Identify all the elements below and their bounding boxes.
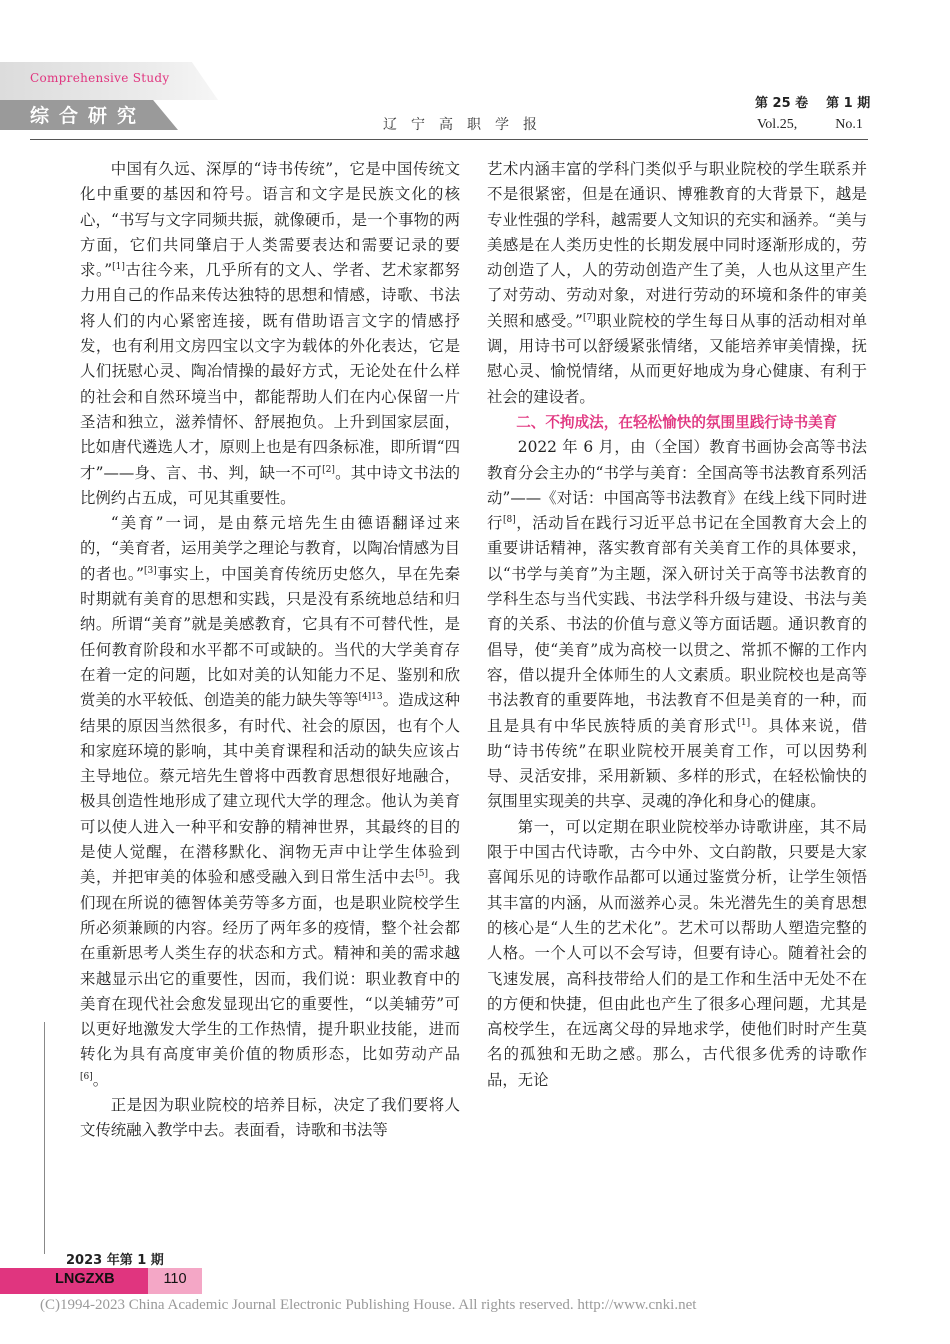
paragraph: 艺术内涵丰富的学科门类似乎与职业院校的学生联系并不是很紧密，但是在通识、博雅教育的大背景下，越是专业性强的学科，越需要人文知识的充实和涵养。“美与美感是在人类历史性的长期发展中同时逐渐形成的，劳动创造了人，人的劳动创造产生了美，人也从这里产生了对劳动、劳动对象，对进行劳动的环境和条件的审美关照和感受。”[7]职业院校的学生每日从事的活动相对单调，用诗书可以舒缓紧张情绪，又能培养审美情操，抚慰心灵、愉悦情绪，从而更好地成为身心健康、有利于社会的建设者。 [487, 160, 867, 406]
header-rule [30, 139, 868, 140]
citation[interactable]: [4]13 [358, 692, 383, 703]
paragraph: 第一，可以定期在职业院校举办诗歌讲座，其不局限于中国古代诗歌，古今中外、文白韵散，只要是大家喜闻乐见的诗歌作品都可以通过鉴赏分析，让学生领悟其丰富的内涵，从而滋养心灵。朱光潜先生的美育思想的核心是“人生的艺术化”。艺术可以帮助人塑造完整的人格。一个人可以不会写诗，但要有诗心。随着社会的飞速发展，高科技带给人们的是工作和生活中无处不在的方便和快捷，但由此也产生了很多心理问题，尤其是高校学生，在远离父母的异地求学，使他们时时产生莫名的孤独和无助之感。那么，古代很多优秀的诗歌作品，无论 [487, 817, 867, 1089]
section-title-cn: 综合研究 [30, 105, 147, 127]
journal-code: LNGZXB [55, 1271, 115, 1287]
issue-date: 2023 年第 1 期 [66, 1253, 164, 1268]
left-column [80, 157, 460, 1144]
volume-en: Vol.25, [757, 117, 798, 132]
section-title-en: Comprehensive Study [30, 71, 170, 85]
journal-title: 辽宁高职学报 [383, 117, 551, 133]
citation[interactable]: [5] [415, 869, 429, 880]
citation[interactable]: [1] [112, 262, 125, 273]
citation[interactable]: [3] [144, 565, 157, 576]
citation[interactable]: [2] [322, 464, 335, 475]
citation[interactable]: [7] [582, 312, 596, 323]
volume-cn: 第 25 卷 [755, 96, 809, 111]
paragraph: 正是因为职业院校的培养目标，决定了我们要将人文传统融入教学中去。表面看，诗歌和书法等 [80, 1095, 460, 1140]
issue-cn: 第 1 期 [826, 96, 871, 111]
page-number: 110 [163, 1271, 187, 1287]
section-heading: 二、不拘成法，在轻松愉快的氛围里践行诗书美育 [516, 413, 838, 431]
right-column [487, 157, 867, 1093]
margin-rule [44, 1022, 45, 1254]
citation[interactable]: [1] [737, 717, 751, 728]
citation[interactable]: [6] [80, 1071, 93, 1082]
citation[interactable]: [8] [502, 515, 516, 526]
copyright-notice: (C)1994-2023 China Academic Journal Electronic Publishing House. All rights reserved. http://www.cnki.net [40, 1297, 697, 1313]
volume-issue-cn [755, 92, 888, 111]
paragraph: 2022 年 6 月，由（全国）教育书画协会高等书法教育分会主办的“书学与美育：全国高等书法教育系列活动”——《对话：中国高等书法教育》在线上线下同时进行[8]，活动旨在践行习近平总书记在全国教育大会上的重要讲话精神，落实教育部有关美育工作的具体要求，以“书学与美育”为主题，深入研讨关于高等书法教育的学科生态与当代实践、书法学科升级与建设、书法与美育的关系、书法的价值与意义等方面话题。通识教育的倡导，使“美育”成为高校一以贯之、常抓不懈的工作内容，借以提升全体师生的人文素质。职业院校也是高等书法教育的重要阵地，书法教育不但是美育的一种，而且是具有中华民族特质的美育形式[1]。具体来说，借助“诗书传统”在职业院校开展美育工作，可以因势利导、灵活安排，采用新颖、多样的形式，在轻松愉快的氛围里实现美的共享、灵魂的净化和身心的健康。 [487, 438, 867, 811]
volume-issue-en [757, 117, 863, 133]
issue-en: No.1 [835, 117, 863, 132]
paragraph: “美育”一词，是由蔡元培先生由德语翻译过来的，“美育者，运用美学之理论与教育，以陶冶情感为目的者也。”[3]事实上，中国美育传统历史悠久，早在先秦时期就有美育的思想和实践，只是没有系统地总结和归纳。所谓“美育”就是美感教育，它具有不可替代性，是任何教育阶段和水平都不可或缺的。当代的大学美育存在着一定的问题，比如对美的认知能力不足、鉴别和欣赏美的水平较低、创造美的能力缺失等等$^{[4]13}$。造成这种结果的原因当然很多，有时代、社会的原因，也有个人和家庭环境的影响，其中美育课程和活动的缺失应该占主导地位。蔡元培先生曾将中西教育思想很好地融合，极具创造性地形成了建立现代大学的理念。他认为美育可以使人进入一种平和安静的精神世界，其最终的目的是使人觉醒，在潜移默化、润物无声中让学生体验到美，并把审美的体验和感受融入到日常生活中去[5]。我们现在所说的德智体美劳等多方面，也是职业院校学生所必须兼顾的内容。经历了两年多的疫情，整个社会都在重新思考人类生存的状态和方式。精神和美的需求越来越显示出它的重要性，因而，我们说：职业教育中的美育在现代社会愈发显现出它的重要性，“以美辅劳”可以更好地激发大学生的工作热情，提升职业技能，进而转化为具有高度审美价值的物质形态，比如劳动产品[6]。 [80, 514, 460, 1089]
paragraph: 中国有久远、深厚的“诗书传统”，它是中国传统文化中重要的基因和符号。语言和文字是民族文化的核心，“书写与文字同频共振，就像硬币，是一个事物的两方面，它们共同肇启于人类需要表达和需要记录的要求。”[1]古往今来，几乎所有的文人、学者、艺术家都努力用自己的作品来传达独特的思想和情感，诗歌、书法将人们的内心紧密连接，既有借助语言文字的情感抒发，也有利用文房四宝以文字为载体的外化表达，它是人们抚慰心灵、陶冶情操的最好方式，无论处在什么样的社会和自然环境当中，都能帮助人们在内心保留一片圣洁和独立，滋养情怀、舒展抱负。上升到国家层面，比如唐代遴选人才，原则上也是有四条标准，即所谓“四才”——身、言、书、判，缺一不可[2]。其中诗文书法的比例约占五成，可见其重要性。 [80, 160, 460, 507]
